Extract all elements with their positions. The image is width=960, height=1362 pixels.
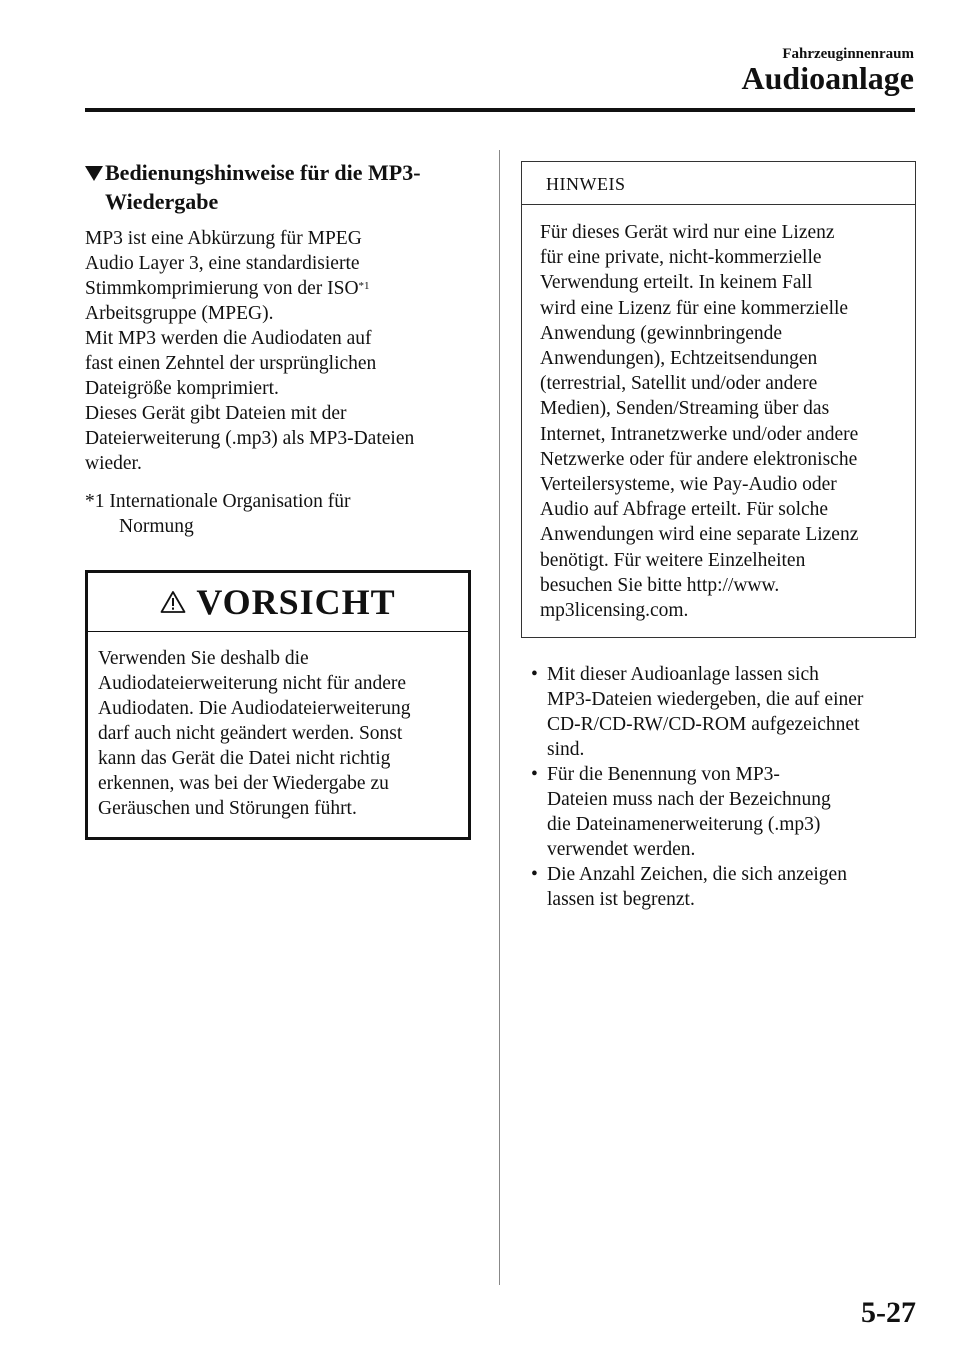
text-line: Geräuschen und Störungen führt. (98, 798, 357, 819)
text-line: Medien), Senden/Streaming über das (540, 398, 830, 420)
text-line: MP3-Dateien wiedergeben, die auf einer (547, 689, 864, 711)
text-line: Verwendung erteilt. In keinem Fall (540, 272, 813, 294)
text-line: (terrestrial, Satellit und/oder andere (540, 373, 818, 395)
warning-header (88, 573, 468, 632)
text-line: verwendet werden. (547, 839, 696, 861)
text-line: sind. (547, 739, 585, 761)
note-box (521, 161, 916, 638)
intro-paragraph (85, 226, 475, 476)
text-line: mp3licensing.com. (540, 600, 689, 622)
text-line: Anwendungen wird eine separate Lizenz (540, 524, 859, 546)
text-line: Internet, Intranetzwerke und/oder andere (540, 423, 859, 445)
text-line: darf auch nicht geändert werden. Sonst (98, 723, 403, 744)
text-line: Die Anzahl Zeichen, die sich anzeigen (547, 864, 847, 886)
list-item (531, 662, 916, 762)
text-span: Stimmkomprimierung von der ISO (85, 278, 359, 299)
text-line: Mit MP3 werden die Audiodaten auf (85, 328, 372, 349)
text-line: lassen ist begrenzt. (547, 889, 695, 911)
text-line: Anwendungen), Echtzeitsendungen (540, 348, 818, 370)
text-line: Netzwerke oder für andere elektronische (540, 448, 858, 470)
text-line: fast einen Zehntel der ursprünglichen (85, 353, 377, 374)
text-line: wird eine Lizenz für eine kommerzielle (540, 297, 849, 319)
text-line: CD-R/CD-RW/CD-ROM aufgezeichnet (547, 714, 860, 736)
text-line: Für die Benennung von MP3- (547, 764, 780, 786)
list-item (531, 862, 916, 912)
footnote (85, 489, 475, 539)
text-line: wieder. (85, 453, 142, 474)
text-line: die Dateinamenerweiterung (.mp3) (547, 814, 821, 836)
bullet-dot: • (531, 664, 538, 686)
text-line: Dateierweiterung (.mp3) als MP3-Dateien (85, 428, 415, 449)
text-line: Audiodateierweiterung nicht für andere (98, 673, 407, 694)
text-line: erkennen, was bei der Wiedergabe zu (98, 773, 389, 794)
text-line: Audio Layer 3, eine standardisierte (85, 253, 360, 274)
section-title-line: Bedienungshinweise für die MP3- (105, 160, 421, 185)
header-section: Fahrzeuginnenraum (782, 46, 914, 62)
bullet-dot: • (531, 764, 538, 786)
warning-box (85, 570, 471, 840)
text-line: Verteilersysteme, wie Pay-Audio oder (540, 474, 837, 496)
text-line: kann das Gerät die Datei nicht richtig (98, 748, 391, 769)
text-line: Audiodaten. Die Audiodateierweiterung (98, 698, 411, 719)
note-title: HINWEIS (522, 162, 915, 205)
text-line: für eine private, nicht-kommerzielle (540, 247, 822, 269)
warning-body (88, 632, 468, 837)
left-column (85, 158, 475, 840)
text-line: besuchen Sie bitte http://www. (540, 574, 780, 596)
text-line: Verwenden Sie deshalb die (98, 648, 309, 669)
triangle-down-icon (85, 166, 103, 181)
page-number: 5-27 (861, 1296, 916, 1329)
text-line: MP3 ist eine Abkürzung für MPEG (85, 228, 362, 249)
warning-triangle-icon (160, 590, 186, 614)
right-column (521, 161, 916, 912)
warning-title: VORSICHT (196, 582, 396, 622)
text-line: Audio auf Abfrage erteilt. Für solche (540, 499, 829, 521)
column-divider (499, 150, 500, 1285)
footnote-line: *1 Internationale Organisation für (85, 491, 351, 512)
text-line: Dateigröße komprimiert. (85, 378, 279, 399)
header-chapter: Audioanlage (741, 60, 914, 96)
text-line: benötigt. Für weitere Einzelheiten (540, 549, 806, 571)
section-title-line: Wiedergabe (105, 189, 219, 214)
text-line: Anwendung (gewinnbringende (540, 322, 783, 344)
section-title (85, 158, 475, 216)
text-line: Dateien muss nach der Bezeichnung (547, 789, 831, 811)
text-line: Dieses Gerät gibt Dateien mit der (85, 403, 347, 424)
bullet-dot: • (531, 864, 538, 886)
text-line: Arbeitsgruppe (MPEG). (85, 303, 274, 324)
list-item (531, 762, 916, 862)
text-line (85, 276, 475, 301)
bullet-list (521, 662, 916, 912)
header-rule (85, 108, 915, 112)
footnote-line: Normung (119, 516, 194, 537)
text-line: Mit dieser Audioanlage lassen sich (547, 664, 819, 686)
footnote-reference: *1 (358, 280, 370, 292)
text-line: Für dieses Gerät wird nur eine Lizenz (540, 222, 835, 243)
note-body (522, 205, 915, 637)
